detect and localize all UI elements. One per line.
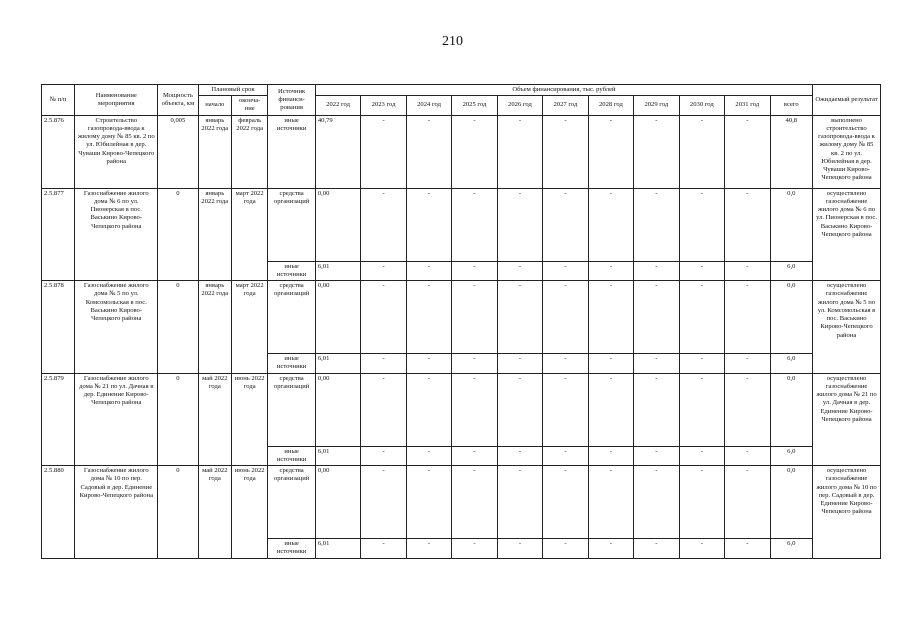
row-value: - <box>588 466 633 539</box>
row-start: май 2022 года <box>198 466 231 558</box>
row-value: - <box>406 354 451 373</box>
row-value: - <box>679 446 724 465</box>
row-power: 0 <box>158 188 198 280</box>
header-year: 2023 год <box>361 96 406 115</box>
row-value: - <box>679 539 724 558</box>
row-value: - <box>588 261 633 280</box>
row-end: март 2022 года <box>231 188 267 280</box>
header-result: Ожидаемый результат <box>813 85 881 116</box>
row-value: - <box>634 281 679 354</box>
row-value: - <box>543 354 588 373</box>
row-source: средства организаций <box>268 373 316 446</box>
row-value: 40,79 <box>315 115 360 188</box>
row-start: январь 2022 года <box>198 115 231 188</box>
header-num: № п/п <box>42 85 75 116</box>
row-power: 0 <box>158 373 198 465</box>
row-result: осуществлено газоснабжение жилого дома № 6 по ул. Пионерская в пос. Васькино Кирово-Чепецкого района <box>813 188 881 280</box>
header-year: 2030 год <box>679 96 724 115</box>
row-value: - <box>452 354 497 373</box>
row-value: 40,8 <box>770 115 813 188</box>
row-number: 2.5.879 <box>42 373 75 465</box>
row-value: - <box>679 354 724 373</box>
header-year: 2027 год <box>543 96 588 115</box>
row-value: 6,01 <box>315 539 360 558</box>
row-value: - <box>361 261 406 280</box>
row-value: - <box>497 188 542 261</box>
row-name: Газоснабжение жилого дома № 21 по ул. Дачная в дер. Единение Кирово-Чепецкого района <box>75 373 158 465</box>
row-value: - <box>452 261 497 280</box>
row-value: - <box>406 373 451 446</box>
row-value: 6,0 <box>770 539 813 558</box>
row-value: - <box>588 539 633 558</box>
row-result: осуществлено газоснабжение жилого дома № 21 по ул. Дачная в дер. Единение Кирово-Чепецкого района <box>813 373 881 465</box>
row-value: - <box>725 354 770 373</box>
row-value: - <box>725 539 770 558</box>
row-value: - <box>497 115 542 188</box>
row-value: - <box>452 446 497 465</box>
row-value: - <box>588 281 633 354</box>
row-value: - <box>452 281 497 354</box>
row-value: 0,00 <box>315 188 360 261</box>
row-source: иные источники <box>268 261 316 280</box>
row-value: - <box>725 261 770 280</box>
row-value: - <box>679 188 724 261</box>
row-value: - <box>679 466 724 539</box>
row-value: - <box>588 115 633 188</box>
row-value: 0,00 <box>315 373 360 446</box>
row-value: 0,00 <box>315 281 360 354</box>
row-value: - <box>361 354 406 373</box>
header-term-start: начало <box>198 96 231 115</box>
table-header <box>42 85 881 116</box>
header-year: 2029 год <box>634 96 679 115</box>
row-value: - <box>406 261 451 280</box>
header-power: Мощность объекта, км <box>158 85 198 116</box>
row-value: - <box>452 539 497 558</box>
row-value: - <box>406 281 451 354</box>
row-power: 0 <box>158 466 198 558</box>
row-value: 6,0 <box>770 261 813 280</box>
row-value: - <box>725 281 770 354</box>
row-value: - <box>361 188 406 261</box>
row-value: 0,0 <box>770 466 813 539</box>
row-value: - <box>725 373 770 446</box>
row-number: 2.5.880 <box>42 466 75 558</box>
row-value: - <box>497 539 542 558</box>
row-value: - <box>634 354 679 373</box>
row-value: - <box>497 261 542 280</box>
row-end: февраль 2022 года <box>231 115 267 188</box>
row-value: 0,0 <box>770 281 813 354</box>
row-value: 6,0 <box>770 446 813 465</box>
row-value: - <box>634 466 679 539</box>
row-value: - <box>634 261 679 280</box>
row-value: - <box>634 115 679 188</box>
row-value: - <box>497 466 542 539</box>
row-value: - <box>406 446 451 465</box>
row-value: - <box>406 466 451 539</box>
row-source: иные источники <box>268 115 316 188</box>
row-value: - <box>588 373 633 446</box>
row-value: - <box>497 354 542 373</box>
header-year: 2025 год <box>452 96 497 115</box>
row-value: 0,00 <box>315 466 360 539</box>
row-result: осуществлено газоснабжение жилого дома № 5 по ул. Комсомольская в пос. Васькино Кирово-Чепецкого района <box>813 281 881 373</box>
row-result: выполнено строительство газопровода-ввода к жилому дому № 85 кв. 2 по ул. Юбилейная в дер. Чуваши Кирово-Чепецкого района <box>813 115 881 188</box>
row-value: - <box>725 115 770 188</box>
table-row <box>42 281 881 354</box>
row-power: 0,005 <box>158 115 198 188</box>
header-term-end: оконча-ние <box>231 96 267 115</box>
row-value: - <box>543 446 588 465</box>
row-source: иные источники <box>268 539 316 558</box>
row-value: - <box>452 466 497 539</box>
row-value: - <box>543 466 588 539</box>
row-value: 6,01 <box>315 261 360 280</box>
table-row <box>42 466 881 539</box>
table-row <box>42 115 881 188</box>
row-number: 2.5.878 <box>42 281 75 373</box>
row-value: - <box>588 188 633 261</box>
header-funding: Объем финансирования, тыс. рублей <box>315 85 812 96</box>
row-value: - <box>543 539 588 558</box>
row-source: иные источники <box>268 446 316 465</box>
row-value: 6,01 <box>315 354 360 373</box>
row-value: - <box>497 446 542 465</box>
header-year: 2028 год <box>588 96 633 115</box>
row-end: июнь 2022 года <box>231 373 267 465</box>
row-value: - <box>361 539 406 558</box>
row-value: - <box>452 188 497 261</box>
row-source: иные источники <box>268 354 316 373</box>
row-name: Газоснабжение жилого дома № 5 по ул. Комсомольская в пос. Васькино Кирово-Чепецкого района <box>75 281 158 373</box>
row-name: Газоснабжение жилого дома № 6 по ул. Пионерская в пос. Васькино Кирово-Чепецкого района <box>75 188 158 280</box>
row-value: - <box>634 539 679 558</box>
row-value: - <box>634 188 679 261</box>
row-name: Газоснабжение жилого дома № 10 по пер. Садовый в дер. Единение Кирово-Чепецкого района <box>75 466 158 558</box>
row-value: - <box>588 446 633 465</box>
row-start: январь 2022 года <box>198 281 231 373</box>
header-name: Наименование мероприятия <box>75 85 158 116</box>
row-value: - <box>679 281 724 354</box>
row-value: 0,0 <box>770 188 813 261</box>
row-value: - <box>543 281 588 354</box>
table-body <box>42 115 881 558</box>
row-name: Строительство газопровода-ввода к жилому дому № 85 кв. 2 по ул. Юбилейная в дер. Чуваши Кирово-Чепецкого района <box>75 115 158 188</box>
header-term: Плановый срок <box>198 85 268 96</box>
row-value: - <box>361 466 406 539</box>
header-year: 2031 год <box>725 96 770 115</box>
funding-table <box>41 84 881 559</box>
row-value: - <box>497 281 542 354</box>
row-value: - <box>497 373 542 446</box>
row-value: - <box>406 188 451 261</box>
table-row <box>42 373 881 446</box>
row-value: 6,01 <box>315 446 360 465</box>
header-year: всего <box>770 96 813 115</box>
row-value: 0,0 <box>770 373 813 446</box>
row-number: 2.5.876 <box>42 115 75 188</box>
row-number: 2.5.877 <box>42 188 75 280</box>
row-value: - <box>543 373 588 446</box>
table-row <box>42 188 881 261</box>
row-value: - <box>406 539 451 558</box>
header-year: 2024 год <box>406 96 451 115</box>
row-value: - <box>361 373 406 446</box>
row-value: - <box>361 115 406 188</box>
row-value: - <box>543 188 588 261</box>
row-result: осуществлено газоснабжение жилого дома № 10 по пер. Садовый в дер. Единение Кирово-Чепецкого района <box>813 466 881 558</box>
row-value: - <box>361 281 406 354</box>
row-value: - <box>725 446 770 465</box>
row-start: январь 2022 года <box>198 188 231 280</box>
row-value: - <box>634 446 679 465</box>
row-end: март 2022 года <box>231 281 267 373</box>
row-source: средства организаций <box>268 281 316 354</box>
row-source: средства организаций <box>268 188 316 261</box>
row-value: - <box>452 115 497 188</box>
row-value: - <box>406 115 451 188</box>
row-value: - <box>679 261 724 280</box>
page-number: 210 <box>442 34 463 49</box>
header-year: 2026 год <box>497 96 542 115</box>
row-value: - <box>543 261 588 280</box>
row-source: средства организаций <box>268 466 316 539</box>
row-end: июнь 2022 года <box>231 466 267 558</box>
row-value: - <box>679 115 724 188</box>
row-value: - <box>588 354 633 373</box>
row-power: 0 <box>158 281 198 373</box>
row-value: 6,0 <box>770 354 813 373</box>
row-value: - <box>725 188 770 261</box>
row-value: - <box>543 115 588 188</box>
row-value: - <box>679 373 724 446</box>
row-value: - <box>634 373 679 446</box>
row-start: май 2022 года <box>198 373 231 465</box>
row-value: - <box>725 466 770 539</box>
row-value: - <box>361 446 406 465</box>
header-source: Источник финанси-рования <box>268 85 316 116</box>
row-value: - <box>452 373 497 446</box>
header-year: 2022 год <box>315 96 360 115</box>
